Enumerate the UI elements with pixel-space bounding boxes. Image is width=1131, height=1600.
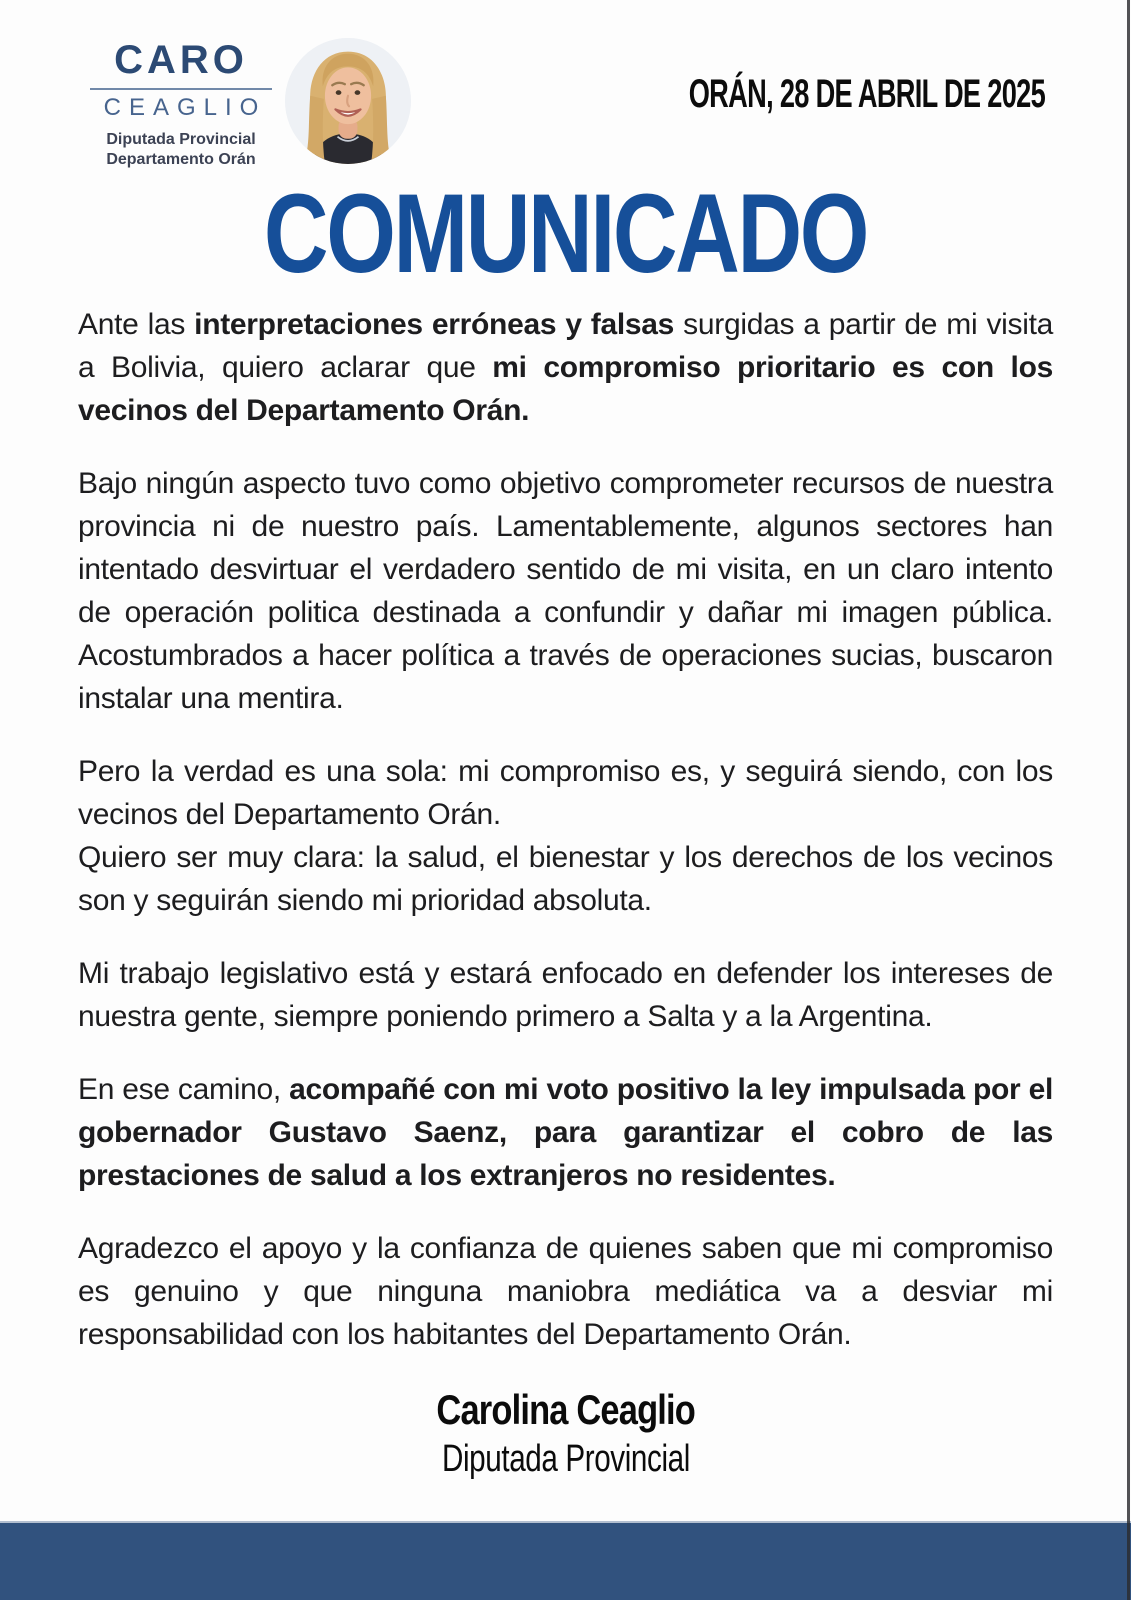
logo-name-top: CARO (114, 38, 248, 82)
signature-role: Diputada Provincial (441, 1438, 690, 1480)
footer-bar (0, 1521, 1131, 1600)
page-edge-line (1127, 0, 1130, 1600)
logo-role-line1: Diputada Provincial (106, 131, 256, 148)
woman-portrait-icon (285, 38, 411, 164)
body-paragraph: Mi trabajo legislativo está y estará enfocado en defender los intereses de nuestra gente, siempre poniendo primero a Salta y a la Argentina. (78, 957, 1053, 1033)
paragraph-list (78, 303, 1053, 1356)
logo-role-text (88, 130, 274, 171)
body-paragraph: En ese camino, acompañé con mi voto positivo la ley impulsada por el gobernador Gustavo Saenz, para garantizar el cobro de las prestaciones de salud a los extranjeros no residentes. (78, 1073, 1053, 1192)
signature-block (78, 1386, 1053, 1481)
body-paragraph: Ante las interpretaciones erróneas y falsas surgidas a partir de mi visita a Bolivia, quiero aclarar que mi compromiso prioritario es con los vecinos del Departamento Orán. (78, 308, 1053, 427)
body-paragraph: Bajo ningún aspecto tuvo como objetivo comprometer recursos de nuestra provincia ni de nuestro país. Lamentablemente, algunos sectores han intentado desvirtuar el verdadero sentido de mi visita, en un claro intento de operación politica destinada a confundir y dañar mi imagen pública. Acostumbrados a hacer política a través de operaciones sucias, buscaron instalar una mentira. (78, 467, 1053, 715)
profile-photo (285, 38, 411, 164)
caro-ceaglio-logo (88, 40, 274, 171)
signature-name: Carolina Ceaglio (436, 1386, 695, 1433)
logo-role-line2: Departamento Orán (106, 151, 256, 169)
body-paragraph: Agradezco el apoyo y la confianza de quienes saben que mi compromiso es genuino y que ninguna maniobra mediática va a desviar mi responsabilidad con los habitantes del Departamento Orán. (78, 1232, 1053, 1351)
logo-name-bottom: CEAGLIO (103, 94, 267, 121)
page-title: COMUNICADO (263, 171, 868, 296)
logo-divider-line (90, 88, 272, 90)
statement-body (78, 303, 1053, 1481)
body-paragraph: Pero la verdad es una sola: mi compromiso es, y seguirá siendo, con los vecinos del Departamento Orán. Quiero ser muy clara: la salud, el bienestar y los derechos de los vecinos son y seguirán siendo mi prioridad absoluta. (78, 755, 1053, 917)
date-label: ORÁN, 28 DE ABRIL DE 2025 (688, 72, 1045, 116)
